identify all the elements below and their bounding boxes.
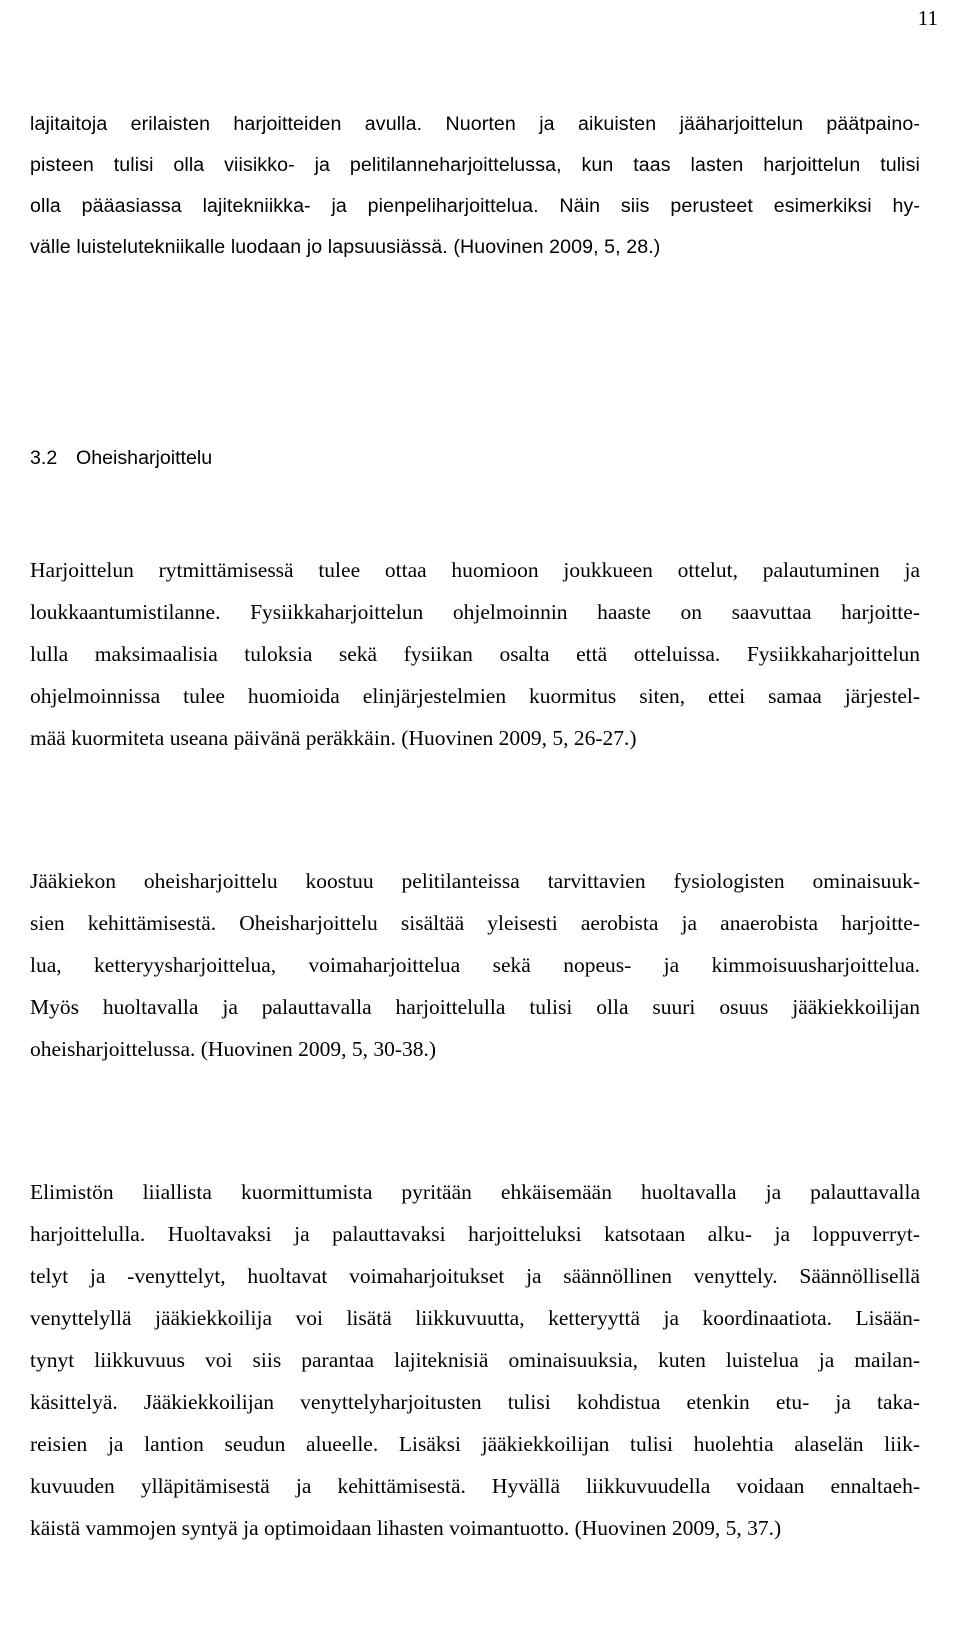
text-line: lajitaitoja erilaisten harjoitteiden avulla. Nuorten ja aikuisten jääharjoittelun päätpaino- — [30, 113, 920, 135]
text-line: oheisharjoittelussa. (Huovinen 2009, 5, 30-38.) — [30, 1037, 437, 1061]
text-line: ohjelmoinnissa tulee huomioida elinjärjestelmien kuormitus siten, ettei samaa järjestel- — [30, 684, 920, 708]
text-line: Harjoittelun rytmittämisessä tulee ottaa huomioon joukkueen ottelut, palautuminen ja — [30, 558, 920, 582]
text-line: välle luistelutekniikalle luodaan jo lapsuusiässä. (Huovinen 2009, 5, 28.) — [30, 236, 661, 258]
text-line: Elimistön liiallista kuormittumista pyritään ehkäisemään huoltavalla ja palauttavalla — [30, 1180, 920, 1204]
text-line: mää kuormiteta useana päivänä peräkkäin. (Huovinen 2009, 5, 26-27.) — [30, 726, 637, 750]
text-line: tynyt liikkuvuus voi siis parantaa lajiteknisiä ominaisuuksia, kuten luistelua ja mailan- — [30, 1348, 920, 1372]
text-line: kuvuuden ylläpitämisestä ja kehittämisestä. Hyvällä liikkuvuudella voidaan ennaltaeh- — [30, 1474, 920, 1498]
text-line: harjoittelulla. Huoltavaksi ja palauttavaksi harjoitteluksi katsotaan alku- ja loppuverryt- — [30, 1222, 920, 1246]
text-line: pisteen tulisi olla viisikko- ja pelitilanneharjoittelussa, kun taas lasten harjoittelun tulisi — [30, 154, 920, 176]
text-line: sien kehittämisestä. Oheisharjoittelu sisältää yleisesti aerobista ja anaerobista harjoitte- — [30, 911, 920, 935]
text-line: lulla maksimaalisia tuloksia sekä fysiikan osalta että otteluissa. Fysiikkaharjoittelun — [30, 642, 920, 666]
text-line: Jääkiekon oheisharjoittelu koostuu pelitilanteissa tarvittavien fysiologisten ominaisuuk- — [30, 869, 920, 893]
text-line: olla pääasiassa lajitekniikka- ja pienpeliharjoittelua. Näin siis perusteet esimerkiksi hy- — [30, 195, 920, 217]
text-line: käistä vammojen syntyä ja optimoidaan lihasten voimantuotto. (Huovinen 2009, 5, 37.) — [30, 1516, 782, 1540]
text-line: Myös huoltavalla ja palauttavalla harjoittelulla tulisi olla suuri osuus jääkiekkoilijan — [30, 995, 920, 1019]
section-number: 3.2 — [30, 447, 58, 469]
text-line: käsittelyä. Jääkiekkoilijan venyttelyharjoitusten tulisi kohdistua etenkin etu- ja taka- — [30, 1390, 920, 1414]
text-line: venyttelyllä jääkiekkoilija voi lisätä liikkuvuutta, ketteryyttä ja koordinaatiota. Lisään- — [30, 1306, 920, 1330]
page-number: 11 — [917, 6, 938, 30]
text-line: lua, ketteryysharjoittelua, voimaharjoittelua sekä nopeus- ja kimmoisuusharjoittelua. — [30, 953, 920, 977]
text-line: reisien ja lantion seudun alueelle. Lisäksi jääkiekkoilijan tulisi huolehtia alaselän liik- — [30, 1432, 920, 1456]
section-heading — [30, 444, 212, 472]
section-title: Oheisharjoittelu — [76, 447, 213, 469]
text-line: loukkaantumistilanne. Fysiikkaharjoittelun ohjelmoinnin haaste on saavuttaa harjoitte- — [30, 600, 920, 624]
text-line: telyt ja -venyttelyt, huoltavat voimaharjoitukset ja säännöllinen venyttely. Säännöllisellä — [30, 1264, 920, 1288]
